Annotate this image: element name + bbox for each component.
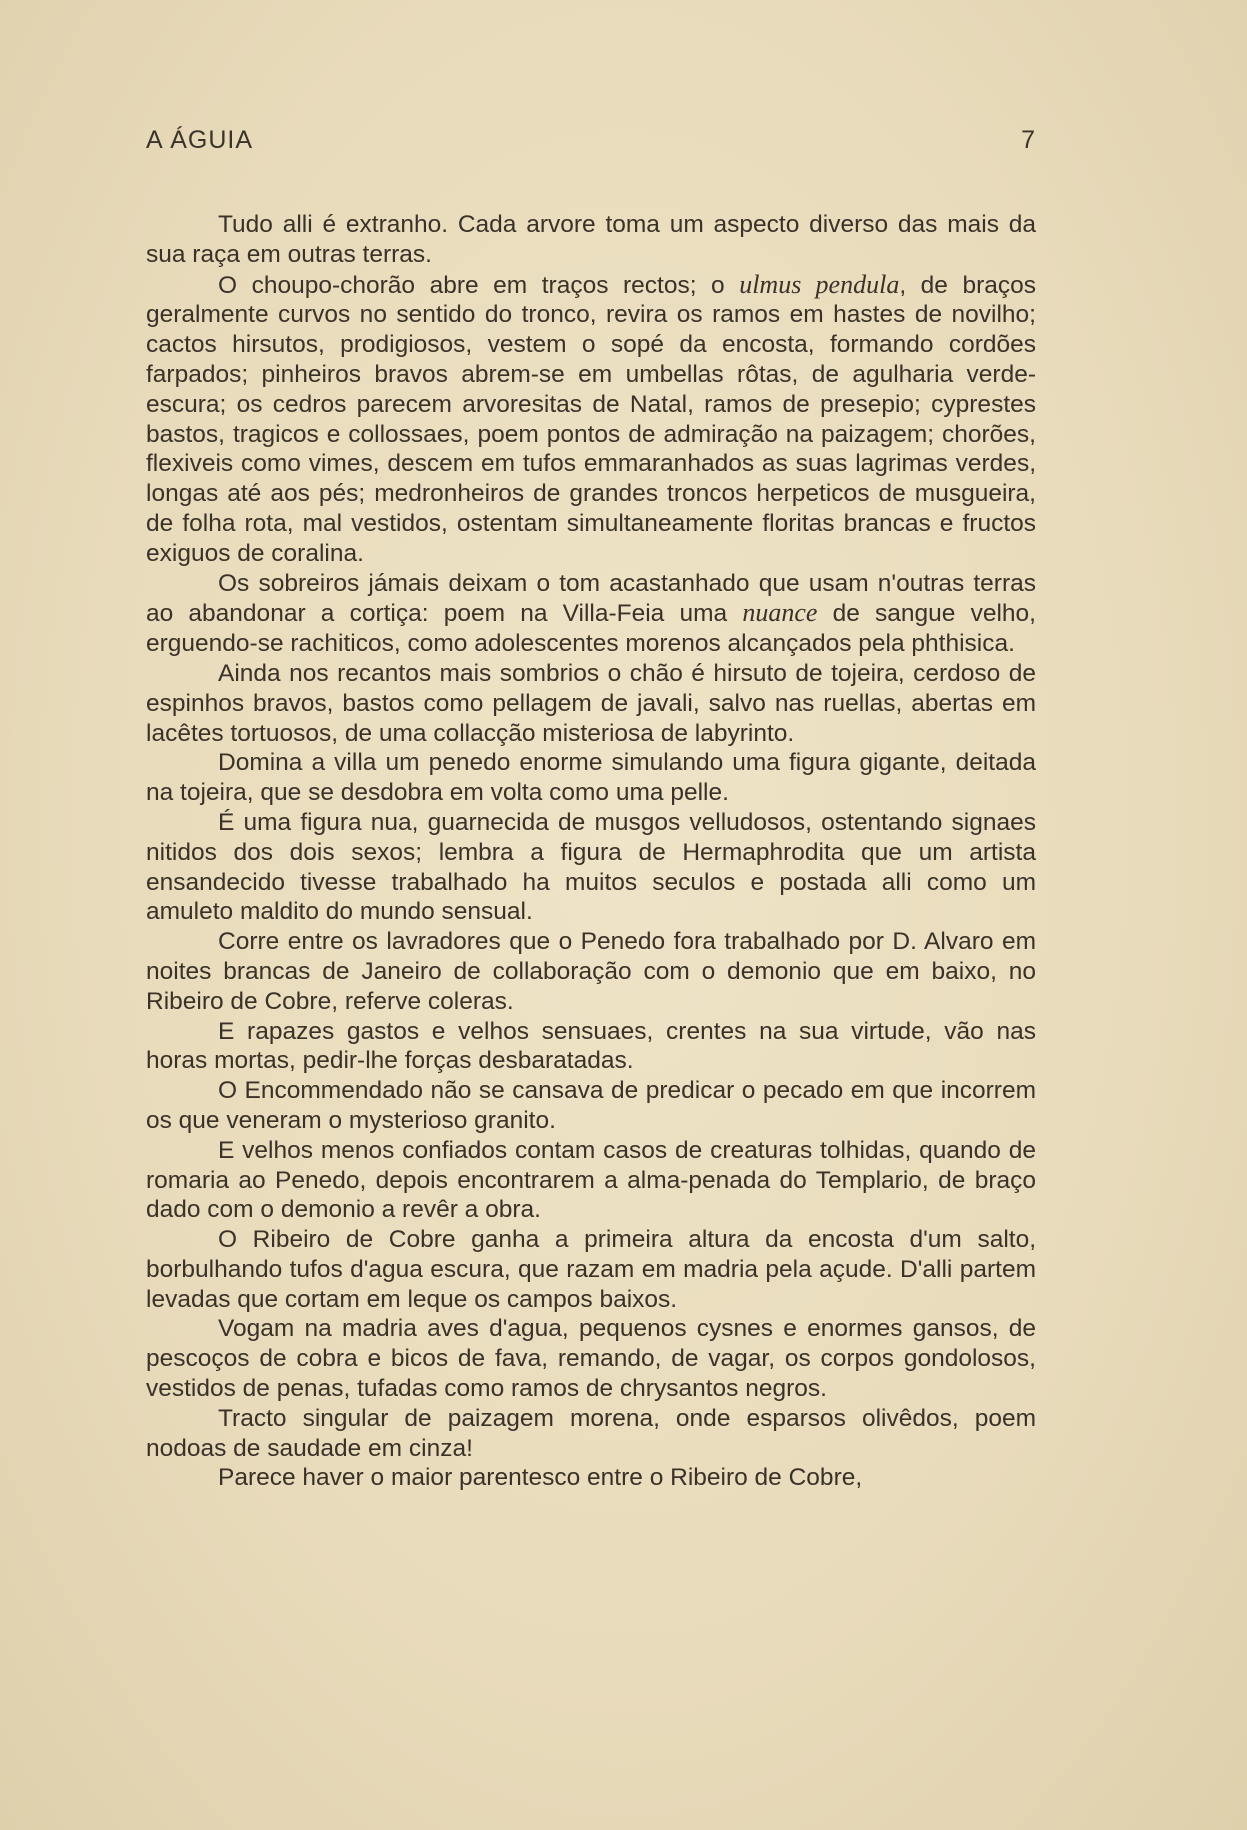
italic-phrase: ulmus pendula: [739, 269, 900, 299]
paragraph: [146, 1314, 1036, 1403]
paragraph: [146, 927, 1036, 1016]
text-run: É uma figura nua, guarnecida de musgos velludosos, ostentando signaes nitidos dos dois sexos; lembra a figura de Hermaphrodita que um artista ensandecido tivesse trabalhado ha muitos seculos e postada alli como um amuleto maldito do mundo sensual.: [146, 808, 1036, 926]
text-run: Ainda nos recantos mais sombrios o chão é hirsuto de tojeira, cerdoso de espinhos bravos, bastos como pellagem de javali, salvo nas ruellas, abertas em lacêtes tortuosos, de uma collacção misteriosa de labyrinto.: [146, 659, 1036, 747]
paragraph: [146, 270, 1036, 569]
text-run: Tracto singular de paizagem morena, onde esparsos olivêdos, poem nodoas de saudade em cinza!: [146, 1404, 1036, 1462]
text-run: O Ribeiro de Cobre ganha a primeira altura da encosta d'um salto, borbulhando tufos d'agua escura, que razam em madria pela açude. D'alli partem levadas que cortam em leque os campos baixos.: [146, 1226, 1036, 1313]
text-run: Vogam na madria aves d'agua, pequenos cysnes e enormes gansos, de pescoços de cobra e bicos de fava, remando, de vagar, os corpos gondolosos, vestidos de penas, tufadas como ramos de chrysantos negros.: [146, 1315, 1036, 1403]
text-run: , de braços geralmente curvos no sentido do tronco, revira os ramos em hastes de novilho; cactos hirsutos, prodigiosos, vestem o sopé da encosta, formando cordões farpados; pinheiros bravos abrem-se em umbellas rôtas, de agulharia verde-escura; os cedros parecem arvoresitas de Natal, ramos de presepio; cyprestes bastos, tragicos e collossaes, poem pontos de admiração na paizagem; chorões, flexiveis como vimes, descem em tufos emmaranhados as suas lagrimas verdes, longas até aos pés; medronheiros de grandes troncos herpeticos de musgueira, de folha rota, mal vestidos, ostentam simultaneamente floritas brancas e fructos exiguos de coralina.: [146, 271, 1036, 567]
paragraph: [146, 1404, 1036, 1464]
body-text: [146, 210, 1036, 1493]
page-number: 7: [1021, 126, 1036, 154]
text-run: Tudo alli é extranho. Cada arvore toma um aspecto diverso das mais da sua raça em outras terras.: [146, 211, 1036, 268]
text-run: E rapazes gastos e velhos sensuaes, crentes na sua virtude, vão nas horas mortas, pedir-lhe forças desbaratadas.: [146, 1017, 1036, 1075]
paragraph: [146, 748, 1036, 808]
text-run: O Encommendado não se cansava de predicar o pecado em que incorrem os que veneram o mysterioso granito.: [146, 1077, 1036, 1134]
text-run: Os sobreiros jámais deixam o tom acastanhado que usam n'outras terras ao abandonar a cortiça: poem na Villa-Feia uma: [146, 569, 1036, 628]
running-head: [146, 126, 1036, 158]
paragraph: [146, 1136, 1036, 1225]
paragraph: [146, 569, 1036, 659]
paragraph: [146, 808, 1036, 927]
paragraph: [146, 1463, 1036, 1493]
text-run: Parece haver o maior parentesco entre o Ribeiro de Cobre,: [218, 1464, 863, 1492]
italic-phrase: nuance: [742, 598, 818, 628]
text-run: de sangue velho, erguendo-se rachiticos, como adolescentes morenos alcançados pela phthisica.: [146, 600, 1036, 658]
paragraph: [146, 1225, 1036, 1314]
text-run: Corre entre os lavradores que o Penedo fora trabalhado por D. Alvaro em noites brancas de Janeiro de collaboração com o demonio que em baixo, no Ribeiro de Cobre, referve coleras.: [146, 928, 1036, 1015]
paragraph: [146, 210, 1036, 270]
running-title: A ÁGUIA: [146, 126, 254, 154]
paragraph: [146, 1017, 1036, 1077]
paragraph: [146, 659, 1036, 748]
text-run: Domina a villa um penedo enorme simulando uma figura gigante, deitada na tojeira, que se desdobra em volta como uma pelle.: [146, 749, 1036, 807]
text-run: O choupo-chorão abre em traços rectos; o: [218, 271, 740, 299]
paragraph: [146, 1076, 1036, 1136]
text-run: E velhos menos confiados contam casos de creaturas tolhidas, quando de romaria ao Penedo, depois encontrarem a alma-penada do Templario, de braço dado com o demonio a revêr a obra.: [146, 1136, 1036, 1224]
